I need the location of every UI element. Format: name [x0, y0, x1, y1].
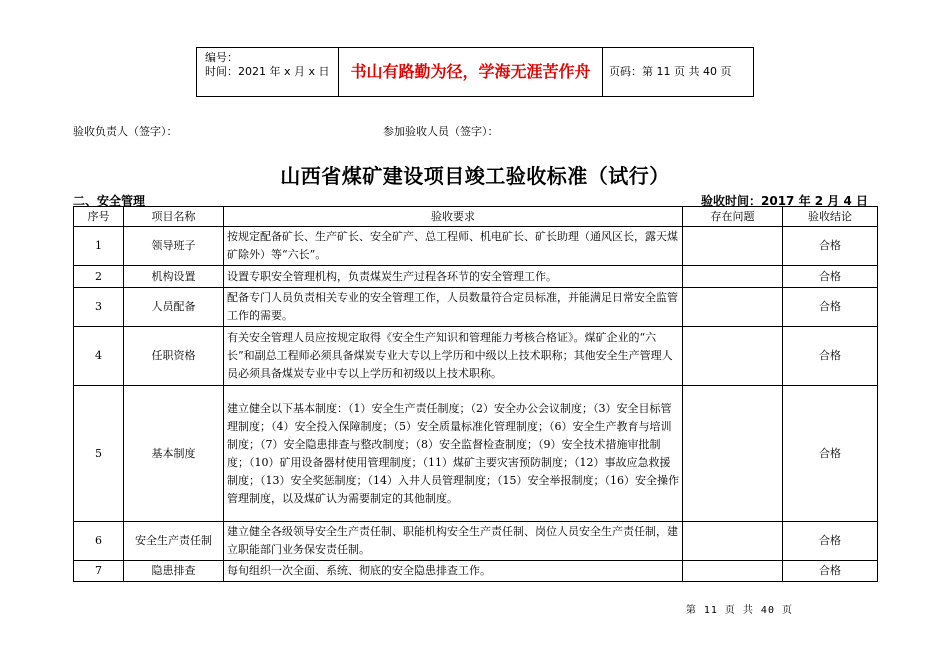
- row-item: 人员配备: [124, 288, 224, 327]
- acceptor-signature-label: 验收负责人（签字）：: [73, 125, 178, 138]
- header-issue: 存在问题: [683, 207, 783, 227]
- row-no: 6: [74, 522, 124, 561]
- row-issue: [683, 386, 783, 522]
- row-issue: [683, 288, 783, 327]
- row-no: 1: [74, 227, 124, 266]
- row-requirement: 有关安全管理人员应按规定取得《安全生产知识和管理能力考核合格证》。煤矿企业的“六长”和副总工程师必须具备煤炭专业大专以上学历和中级以上技术职称；其他安全生产管理人员必须具备煤炭专业中专以上学历和初级以上技术职称。: [224, 327, 683, 386]
- row-requirement: 建立健全各级领导安全生产责任制、职能机构安全生产责任制、岗位人员安全生产责任制，建立职能部门业务保安责任制。: [224, 522, 683, 561]
- row-result: 合格: [783, 386, 878, 522]
- header-page-label: 页码：第 11 页 共 40 页: [609, 65, 732, 78]
- row-no: 5: [74, 386, 124, 522]
- number-label: 编号：: [205, 51, 238, 64]
- row-requirement: 配备专门人员负责相关专业的安全管理工作，人员数量符合定员标准，并能满足日常安全监管工作的需要。: [224, 288, 683, 327]
- row-result: 合格: [783, 288, 878, 327]
- time-label: 时间：2021 年 x 月 x 日: [205, 65, 330, 78]
- table-row: [74, 288, 878, 327]
- page-title: 山西省煤矿建设项目竣工验收标准（试行）: [280, 164, 670, 188]
- header-item: 项目名称: [124, 207, 224, 227]
- page-footer: 第 11 页 共 40 页: [685, 605, 793, 616]
- row-item: 领导班子: [124, 227, 224, 266]
- row-requirement: 每旬组织一次全面、系统、彻底的安全隐患排查工作。: [224, 561, 683, 582]
- row-item: 安全生产责任制: [124, 522, 224, 561]
- row-requirement: 设置专职安全管理机构，负责煤炭生产过程各环节的安全管理工作。: [224, 266, 683, 288]
- row-result: 合格: [783, 561, 878, 582]
- row-no: 7: [74, 561, 124, 582]
- row-requirement: 按规定配备矿长、生产矿长、安全矿产、总工程师、机电矿长、矿长助理（通风区长，露天煤矿除外）等“六长”。: [224, 227, 683, 266]
- row-issue: [683, 266, 783, 288]
- row-issue: [683, 227, 783, 266]
- table-row: [74, 561, 878, 582]
- row-item: 机构设置: [124, 266, 224, 288]
- table-row: [74, 266, 878, 288]
- document-header: [196, 47, 754, 97]
- row-issue: [683, 327, 783, 386]
- header-requirement: 验收要求: [224, 207, 683, 227]
- table-row: [74, 227, 878, 266]
- header-motto: 书山有路勤为径，学海无涯苦作舟: [339, 48, 603, 96]
- row-issue: [683, 561, 783, 582]
- acceptance-date: 验收时间：2017 年 2 月 4 日: [701, 194, 868, 208]
- header-info: [197, 48, 339, 96]
- header-result: 验收结论: [783, 207, 878, 227]
- row-result: 合格: [783, 227, 878, 266]
- table-row: [74, 327, 878, 386]
- table-header-row: [74, 207, 878, 227]
- participants-signature-label: 参加验收人员（签字）：: [383, 125, 499, 138]
- section-title: 二、安全管理: [73, 194, 146, 208]
- acceptance-table: [73, 206, 878, 582]
- row-no: 2: [74, 266, 124, 288]
- header-no: 序号: [74, 207, 124, 227]
- row-result: 合格: [783, 327, 878, 386]
- row-result: 合格: [783, 266, 878, 288]
- row-item: 基本制度: [124, 386, 224, 522]
- table-row: [74, 386, 878, 522]
- row-item: 任职资格: [124, 327, 224, 386]
- row-result: 合格: [783, 522, 878, 561]
- row-item: 隐患排查: [124, 561, 224, 582]
- row-requirement: 建立健全以下基本制度：（1）安全生产责任制度；（2）安全办公会议制度；（3）安全目标管理制度；（4）安全投入保障制度；（5）安全质量标准化管理制度；（6）安全生产教育与培训制度；（7）安全隐患排查与整改制度；（8）安全监督检查制度；（9）安全技术措施审批制度；（10）矿用设备器材使用管理制度；（11）煤矿主要灾害预防制度；（12）事故应急救援制度；（13）安全奖惩制度；（14）入井人员管理制度；（15）安全举报制度；（16）安全操作管理制度，以及煤矿认为需要制定的其他制度。: [224, 386, 683, 522]
- row-no: 4: [74, 327, 124, 386]
- row-issue: [683, 522, 783, 561]
- table-row: [74, 522, 878, 561]
- row-no: 3: [74, 288, 124, 327]
